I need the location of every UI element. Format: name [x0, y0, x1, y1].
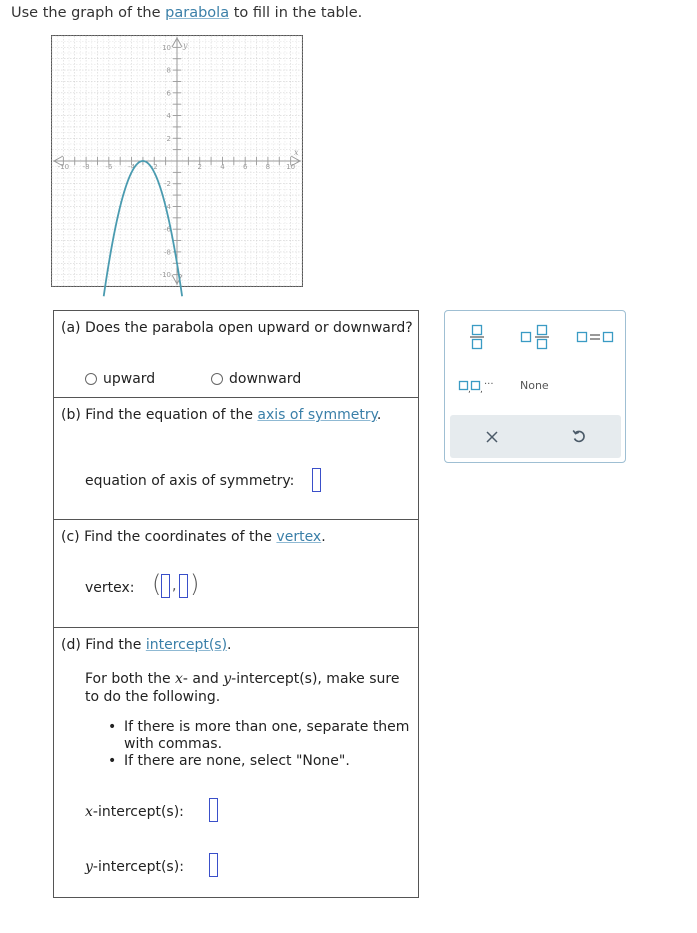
x-tick-label: -4 [128, 163, 136, 171]
part-b-panel [53, 397, 419, 520]
y-tick-label: 2 [166, 134, 171, 143]
axis-of-symmetry-input[interactable] [312, 468, 321, 492]
part-a-question: (a) Does the parabola open upward or downward? [61, 320, 413, 336]
vertex-x-input[interactable] [161, 574, 170, 598]
part-a-panel [53, 310, 419, 398]
intercepts-link[interactable]: intercept(s) [145, 637, 228, 653]
svg-text:,: , [468, 385, 471, 395]
parabola-link[interactable]: parabola [165, 5, 230, 21]
instruction-text-1: For both the [85, 671, 176, 687]
y-intercept-label-text: -intercept(s): [92, 859, 184, 875]
x-tick-label: -10 [57, 163, 70, 171]
list-dots: ... [484, 376, 494, 387]
vertex-y-input[interactable] [179, 574, 188, 598]
prompt-text [11, 5, 362, 21]
list-icon [458, 379, 482, 393]
y-tick-label: -6 [164, 225, 171, 234]
x-tick-label: -8 [82, 163, 90, 171]
x-axis-label: x [294, 148, 299, 157]
part-d-panel [53, 627, 419, 898]
part-c-panel [53, 519, 419, 628]
radio-downward-label[interactable]: downward [229, 371, 302, 387]
prompt-before: Use the graph of the [11, 5, 166, 21]
vertex-comma: , [172, 578, 177, 594]
part-d-question [61, 637, 232, 653]
instruction-x-var: x [175, 671, 183, 687]
parabola-graph [51, 35, 303, 287]
list-button[interactable] [458, 376, 498, 395]
part-b-question [61, 407, 381, 423]
y-tick-label: 8 [166, 66, 171, 75]
y-tick-label: -10 [159, 271, 171, 280]
x-tick-label: -6 [105, 163, 113, 171]
part-c-question [61, 529, 326, 545]
undo-icon [571, 428, 587, 444]
bullet-item: • If there are none, select "None". [106, 753, 416, 770]
instruction-text-4: to do the following. [85, 689, 221, 705]
graph-canvas [52, 36, 302, 286]
x-intercept-var: x [85, 804, 93, 820]
none-button[interactable]: None [520, 379, 549, 392]
prompt-after: to fill in the table. [229, 5, 363, 21]
y-axis-label: y [183, 41, 188, 50]
bullet-item: • If there is more than one, separate them with commas. [106, 719, 416, 753]
clear-button[interactable] [485, 429, 499, 443]
equals-icon [576, 329, 614, 345]
equation-button[interactable] [576, 329, 614, 345]
part-d-question-after: . [227, 637, 232, 653]
radio-upward-circle[interactable] [85, 373, 97, 385]
x-intercept-label [85, 804, 184, 820]
radio-downward[interactable] [211, 371, 301, 387]
y-tick-label: 6 [166, 89, 171, 98]
mixed-number-icon [520, 322, 550, 352]
instruction-text-3: -intercept(s), make sure [231, 671, 400, 687]
part-b-question-after: . [376, 407, 382, 423]
instruction-y-var: y [223, 671, 232, 687]
part-d-instructions [85, 670, 415, 706]
x-tick-label: 2 [197, 163, 202, 171]
y-tick-label: -8 [164, 248, 171, 257]
instruction-text-2: - and [182, 671, 224, 687]
vertex-close-paren: ) [190, 570, 200, 598]
x-tick-label: 6 [242, 163, 248, 171]
part-c-question-after: . [321, 529, 326, 545]
x-tick-label: -2 [150, 163, 158, 171]
instruction-bullets [106, 719, 416, 770]
y-tick-label: 10 [162, 43, 171, 52]
axis-answer-label: equation of axis of symmetry: [85, 473, 295, 489]
y-intercept-var: y [85, 859, 93, 875]
math-toolbox [444, 310, 626, 463]
toolbox-actions [450, 415, 621, 458]
y-tick-label: -2 [164, 180, 171, 189]
fraction-button[interactable] [469, 322, 485, 352]
radio-downward-circle[interactable] [211, 373, 223, 385]
vertex-answer-label: vertex: [85, 580, 135, 596]
part-c-question-before: (c) Find the coordinates of the [61, 529, 277, 545]
x-tick-label: 4 [220, 163, 225, 171]
mixed-number-button[interactable] [520, 322, 550, 352]
part-d-question-before: (d) Find the [61, 637, 146, 653]
y-intercept-label [85, 859, 184, 875]
radio-upward[interactable] [85, 371, 155, 387]
x-tick-label: 8 [265, 163, 271, 171]
y-tick-label: -4 [164, 202, 171, 211]
y-intercept-input[interactable] [209, 853, 218, 877]
close-icon [485, 430, 499, 444]
vertex-open-paren: ( [152, 570, 162, 598]
x-intercept-label-text: -intercept(s): [92, 804, 184, 820]
radio-upward-label[interactable]: upward [103, 371, 156, 387]
part-b-question-before: (b) Find the equation of the [61, 407, 258, 423]
x-intercept-input[interactable] [209, 798, 218, 822]
axis-of-symmetry-link[interactable]: axis of symmetry [257, 407, 377, 423]
y-tick-label: 4 [166, 112, 171, 121]
undo-button[interactable] [571, 428, 587, 444]
vertex-link[interactable]: vertex [276, 529, 322, 545]
x-tick-label: 10 [286, 163, 296, 171]
fraction-icon [469, 322, 485, 352]
svg-text:,: , [480, 385, 483, 395]
